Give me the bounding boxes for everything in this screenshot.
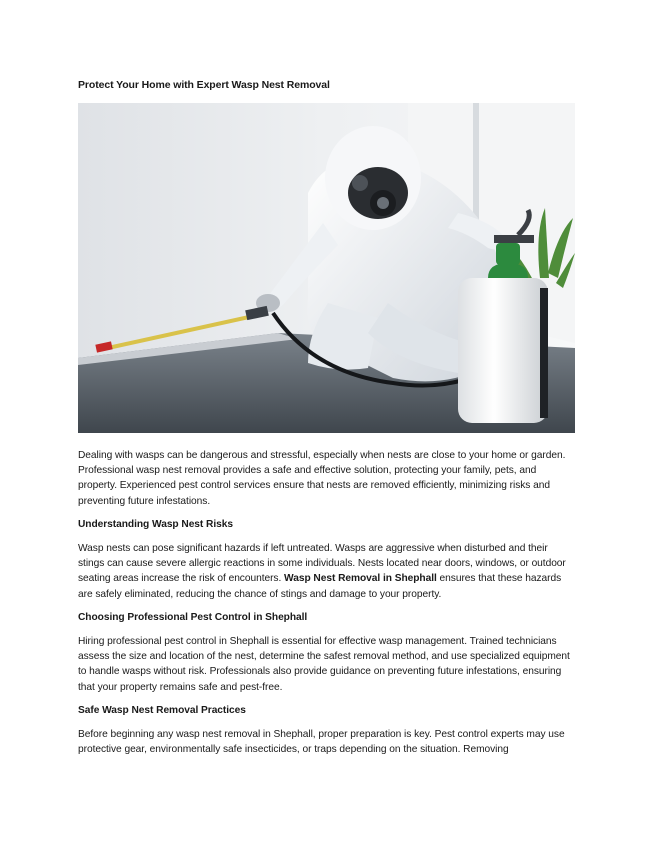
document-title: Protect Your Home with Expert Wasp Nest Removal (78, 79, 330, 91)
risks-text-start: Wasp nests can pose significant hazards if left untreated. Wasps are aggressive when disturbed and their stings can cause severe allergic reactions in some individuals. Nests located near doors, windows, or outdoor seating areas increase the risk of encounters. (78, 543, 566, 585)
document-body (78, 448, 575, 757)
section-heading-risks: Understanding Wasp Nest Risks (78, 518, 233, 530)
risks-text-bold: Wasp Nest Removal in Shephall (284, 573, 437, 585)
intro-paragraph: Dealing with wasps can be dangerous and stressful, especially when nests are close to your home or garden. Professional wasp nest removal provides a safe and effective solution, protecting your family, pets, and property. Experienced pest control services ensure that nests are removed efficiently, minimizing risks and preventing future infestations. (78, 450, 566, 507)
section-paragraph-pest-control: Hiring professional pest control in Shephall is essential for effective wasp management. Trained technicians assess the size and location of the nest, determine the safest removal method, and use specialized equipment to handle wasps without risk. Professionals also provide guidance on preventing future infestations, ensuring that your property remains safe and pest-free. (78, 636, 570, 693)
section-paragraph-risks (78, 541, 575, 602)
risks-text-end: ensures that these hazards are safely eliminated, reducing the chance of stings and damage to your property. (78, 573, 562, 600)
pest-control-worker-photo (78, 103, 575, 433)
section-heading-pest-control: Choosing Professional Pest Control in Shephall (78, 611, 308, 623)
section-paragraph-practices: Before beginning any wasp nest removal in Shephall, proper preparation is key. Pest control experts may use protective gear, environmentally safe insecticides, or traps depending on the situation. Removing (78, 729, 565, 756)
section-heading-practices: Safe Wasp Nest Removal Practices (78, 704, 246, 716)
